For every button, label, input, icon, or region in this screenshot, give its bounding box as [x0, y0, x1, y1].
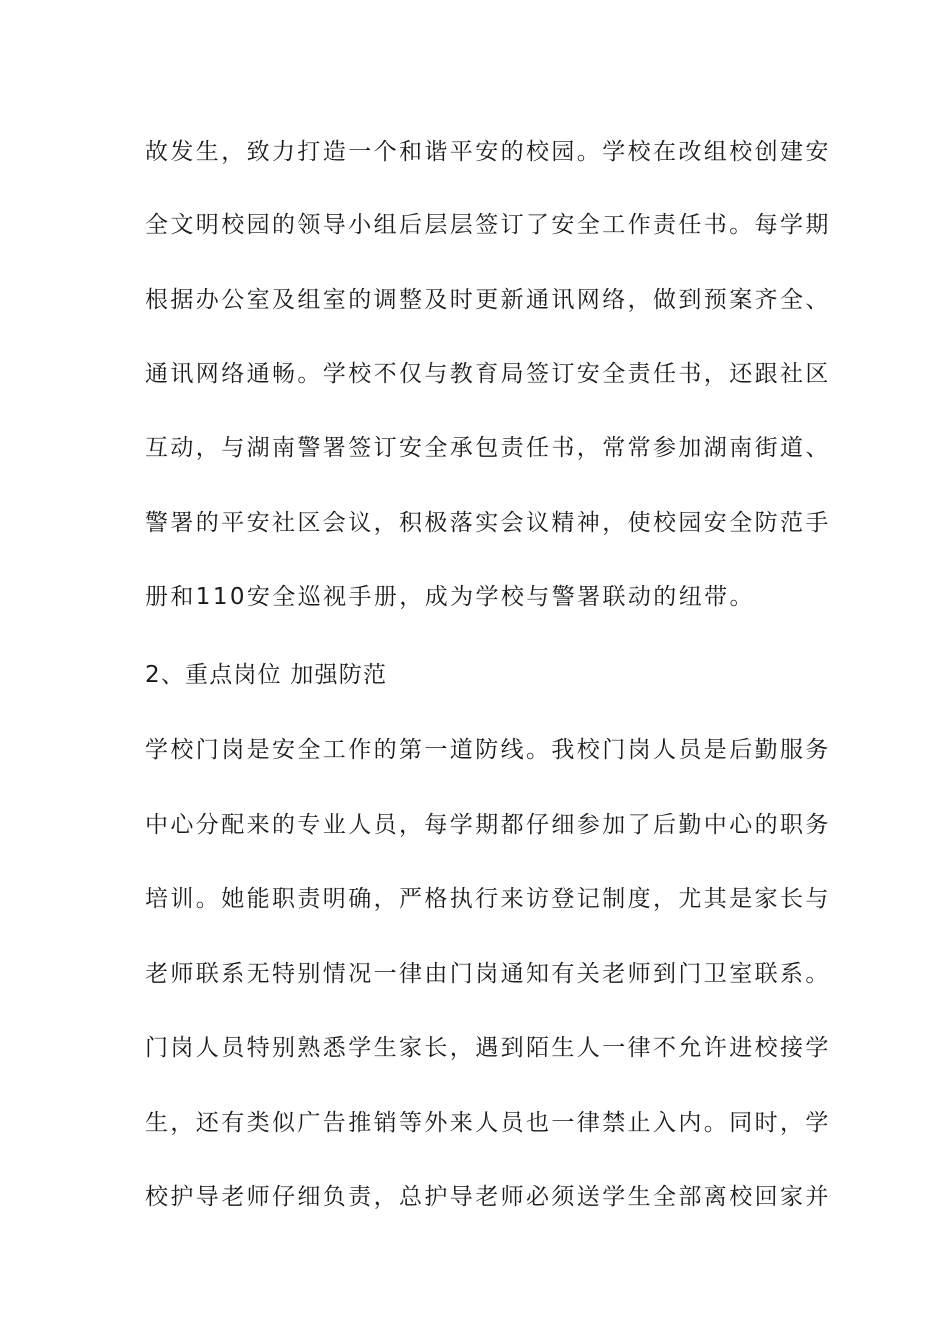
paragraph-line: 警署的平安社区会议，积极落实会议精神，使校园安全防范手 — [145, 510, 831, 536]
paragraph-line: 互动，与湖南警署签订安全承包责任书，常常参加湖南街道、 — [145, 435, 831, 461]
paragraph-line: 根据办公室及组室的调整及时更新通讯网络，做到预案齐全、 — [145, 287, 831, 313]
paragraph-line: 学校门岗是安全工作的第一道防线。我校门岗人员是后勤服务 — [145, 737, 831, 763]
paragraph-line: 中心分配来的专业人员，每学期都仔细参加了后勤中心的职务 — [145, 812, 831, 838]
paragraph-line: 培训。她能职责明确，严格执行来访登记制度，尤其是家长与 — [145, 886, 831, 912]
paragraph-line: 全文明校园的领导小组后层层签订了安全工作责任书。每学期 — [145, 212, 831, 238]
paragraph-line: 册和110安全巡视手册，成为学校与警署联动的纽带。 — [145, 584, 755, 610]
paragraph-line: 门岗人员特别熟悉学生家长，遇到陌生人一律不允许进校接学 — [145, 1035, 831, 1061]
paragraph-line: 故发生，致力打造一个和谐平安的校园。学校在改组校创建安 — [145, 139, 831, 165]
paragraph-line: 通讯网络通畅。学校不仅与教育局签订安全责任书，还跟社区 — [145, 361, 831, 387]
paragraph-line: 老师联系无特别情况一律由门岗通知有关老师到门卫室联系。 — [145, 961, 831, 987]
paragraph-line: 校护导老师仔细负责，总护导老师必须送学生全部离校回家并 — [145, 1184, 831, 1210]
paragraph-line: 生，还有类似广告推销等外来人员也一律禁止入内。同时，学 — [145, 1110, 831, 1136]
section-heading: 2、重点岗位 加强防范 — [145, 662, 388, 688]
